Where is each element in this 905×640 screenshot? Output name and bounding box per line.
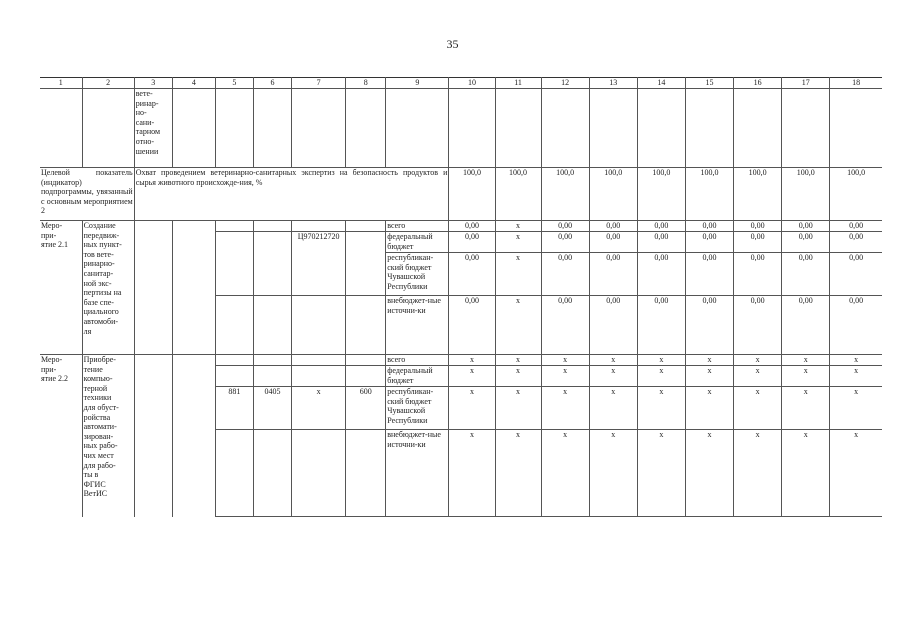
funding-value: 0,00 [541, 232, 589, 253]
funding-value: 0,00 [830, 232, 882, 253]
code-csr: х [292, 387, 346, 430]
indicator-label: Целевой показатель (индикатор) подпрограммы, увязанный с основным мероприятием 2 [40, 168, 134, 221]
column-number: 15 [685, 78, 733, 89]
column-number: 12 [541, 78, 589, 89]
column-number: 18 [830, 78, 882, 89]
column-number: 14 [637, 78, 685, 89]
funding-value: х [541, 366, 589, 387]
code-cell [215, 430, 253, 517]
funding-value: х [449, 355, 495, 366]
column-number: 4 [172, 78, 215, 89]
column-number: 11 [495, 78, 541, 89]
funding-value: х [782, 355, 830, 366]
column-number: 6 [253, 78, 291, 89]
funding-value: х [734, 430, 782, 517]
code-csr: Ц970212720 [292, 232, 346, 296]
funding-value: х [589, 387, 637, 430]
code-cell [215, 232, 253, 296]
funding-value: х [449, 387, 495, 430]
funding-value: 0,00 [830, 253, 882, 296]
funding-value: х [734, 366, 782, 387]
continuation-cell [782, 89, 830, 168]
code-vr: 600 [346, 387, 386, 430]
funding-value: 0,00 [830, 296, 882, 355]
funding-value: х [589, 430, 637, 517]
funding-value: х [637, 366, 685, 387]
indicator-value: 100,0 [495, 168, 541, 221]
funding-value: х [685, 366, 733, 387]
code-cell [215, 366, 253, 387]
funding-value: 0,00 [637, 221, 685, 232]
funding-value: х [685, 387, 733, 430]
activity-name: Приобре- тение компью- терной техники для обуст- ройства автомати- зирован- ных рабо- чих мест для рабо- ты в ФГИС ВетИС [82, 355, 134, 517]
continuation-cell [495, 89, 541, 168]
code-cell [253, 296, 291, 355]
funding-value: х [495, 296, 541, 355]
continuation-cell [40, 89, 82, 168]
funding-value: х [830, 366, 882, 387]
m22-row-1 [40, 355, 882, 366]
funding-value: х [541, 387, 589, 430]
funding-value: х [637, 387, 685, 430]
code-cell [292, 296, 346, 355]
continuation-row [40, 89, 882, 168]
funding-value: х [685, 355, 733, 366]
code-cell [346, 232, 386, 296]
funding-value: х [589, 355, 637, 366]
funding-value: х [495, 232, 541, 253]
funding-value: 0,00 [541, 253, 589, 296]
funding-source: республикан-ский бюджет Чувашской Республики [386, 253, 449, 296]
funding-value: х [637, 430, 685, 517]
column-number: 17 [782, 78, 830, 89]
continuation-cell [589, 89, 637, 168]
funding-value: х [449, 366, 495, 387]
responsible-cell [134, 221, 172, 355]
column-number: 2 [82, 78, 134, 89]
continuation-cell [637, 89, 685, 168]
activity-name: Создание передвиж- ных пункт- тов вете- ринарно- санитар- ной экс- пертизы на базе спе- циального автомоби- ля [82, 221, 134, 355]
code-cell [215, 221, 253, 232]
funding-value: 0,00 [685, 253, 733, 296]
code-cell [346, 221, 386, 232]
code-cell [292, 221, 346, 232]
funding-value: х [449, 430, 495, 517]
funding-value: х [734, 387, 782, 430]
code-cell [346, 366, 386, 387]
page-number: 35 [446, 37, 459, 51]
indicator-value: 100,0 [830, 168, 882, 221]
funding-value: х [495, 387, 541, 430]
continuation-cell [82, 89, 134, 168]
indicator-value: 100,0 [637, 168, 685, 221]
code-cell [346, 296, 386, 355]
column-number: 7 [292, 78, 346, 89]
funding-value: х [830, 387, 882, 430]
indicator-value: 100,0 [449, 168, 495, 221]
funding-value: х [782, 430, 830, 517]
indicator-value: 100,0 [541, 168, 589, 221]
funding-value: 0,00 [589, 253, 637, 296]
m21-row-1 [40, 221, 882, 232]
funding-value: 0,00 [830, 221, 882, 232]
funding-source: федеральный бюджет [386, 366, 449, 387]
funding-value: 0,00 [637, 253, 685, 296]
funding-value: х [685, 430, 733, 517]
funding-value: 0,00 [782, 232, 830, 253]
column-number: 10 [449, 78, 495, 89]
code-cell [253, 232, 291, 296]
indicator-value: 100,0 [782, 168, 830, 221]
code-cell [346, 430, 386, 517]
code-cell [253, 355, 291, 366]
funding-value: 0,00 [589, 232, 637, 253]
code-cell [346, 355, 386, 366]
indicator-value: 100,0 [685, 168, 733, 221]
funding-value: х [830, 430, 882, 517]
activity-number: Меро- при- ятие 2.2 [40, 355, 82, 517]
funding-value: 0,00 [685, 296, 733, 355]
funding-value: х [782, 387, 830, 430]
funding-value: 0,00 [589, 296, 637, 355]
funding-value: х [495, 253, 541, 296]
participants-cell [172, 355, 215, 517]
continuation-cell [685, 89, 733, 168]
column-number: 13 [589, 78, 637, 89]
program-table-body [40, 78, 882, 517]
funding-value: 0,00 [637, 232, 685, 253]
code-cell [253, 221, 291, 232]
funding-source: федеральный бюджет [386, 232, 449, 253]
continuation-cell [346, 89, 386, 168]
continuation-cell [541, 89, 589, 168]
funding-value: 0,00 [734, 296, 782, 355]
funding-source: внебюджет-ные источни-ки [386, 430, 449, 517]
funding-value: 0,00 [734, 253, 782, 296]
funding-value: 0,00 [589, 221, 637, 232]
continuation-text: вете- ринар- но- сани- тарном отно- шении [134, 89, 172, 168]
code-cell [292, 430, 346, 517]
column-number-row [40, 78, 882, 89]
continuation-cell [172, 89, 215, 168]
funding-value: 0,00 [782, 296, 830, 355]
funding-value: х [541, 430, 589, 517]
funding-value: х [782, 366, 830, 387]
responsible-cell [134, 355, 172, 517]
continuation-cell [386, 89, 449, 168]
funding-value: х [541, 355, 589, 366]
column-number: 9 [386, 78, 449, 89]
continuation-cell [215, 89, 253, 168]
program-table [40, 77, 882, 517]
code-cell [292, 355, 346, 366]
code-cell [215, 296, 253, 355]
continuation-cell [449, 89, 495, 168]
funding-value: х [495, 221, 541, 232]
funding-value: х [830, 355, 882, 366]
funding-value: 0,00 [782, 253, 830, 296]
funding-value: 0,00 [541, 221, 589, 232]
participants-cell [172, 221, 215, 355]
indicator-row [40, 168, 882, 221]
funding-value: 0,00 [782, 221, 830, 232]
continuation-cell [253, 89, 291, 168]
funding-value: х [637, 355, 685, 366]
funding-value: 0,00 [734, 232, 782, 253]
funding-value: х [495, 355, 541, 366]
continuation-cell [292, 89, 346, 168]
continuation-cell [830, 89, 882, 168]
funding-value: 0,00 [449, 232, 495, 253]
code-cell [253, 366, 291, 387]
funding-value: 0,00 [449, 253, 495, 296]
activity-number: Меро- при- ятие 2.1 [40, 221, 82, 355]
column-number: 1 [40, 78, 82, 89]
funding-source: внебюджет-ные источни-ки [386, 296, 449, 355]
funding-value: х [734, 355, 782, 366]
funding-value: 0,00 [449, 221, 495, 232]
funding-source: всего [386, 355, 449, 366]
indicator-value: 100,0 [589, 168, 637, 221]
funding-value: 0,00 [734, 221, 782, 232]
code-cell [292, 366, 346, 387]
funding-value: 0,00 [637, 296, 685, 355]
funding-value: 0,00 [685, 221, 733, 232]
indicator-value: 100,0 [734, 168, 782, 221]
funding-source: всего [386, 221, 449, 232]
code-cell [253, 430, 291, 517]
funding-value: х [495, 366, 541, 387]
indicator-text: Охват проведением ветеринарно-санитарных экспертиз на безопасность продуктов и сырья животного происхожде-ния, % [134, 168, 449, 221]
column-number: 16 [734, 78, 782, 89]
funding-source: республикан-ский бюджет Чувашской Республики [386, 387, 449, 430]
column-number: 5 [215, 78, 253, 89]
funding-value: х [589, 366, 637, 387]
funding-value: х [495, 430, 541, 517]
code-grbs: 881 [215, 387, 253, 430]
continuation-cell [734, 89, 782, 168]
code-rz: 0405 [253, 387, 291, 430]
column-number: 8 [346, 78, 386, 89]
funding-value: 0,00 [685, 232, 733, 253]
code-cell [215, 355, 253, 366]
program-table-sheet [40, 77, 882, 517]
funding-value: 0,00 [541, 296, 589, 355]
funding-value: 0,00 [449, 296, 495, 355]
column-number: 3 [134, 78, 172, 89]
